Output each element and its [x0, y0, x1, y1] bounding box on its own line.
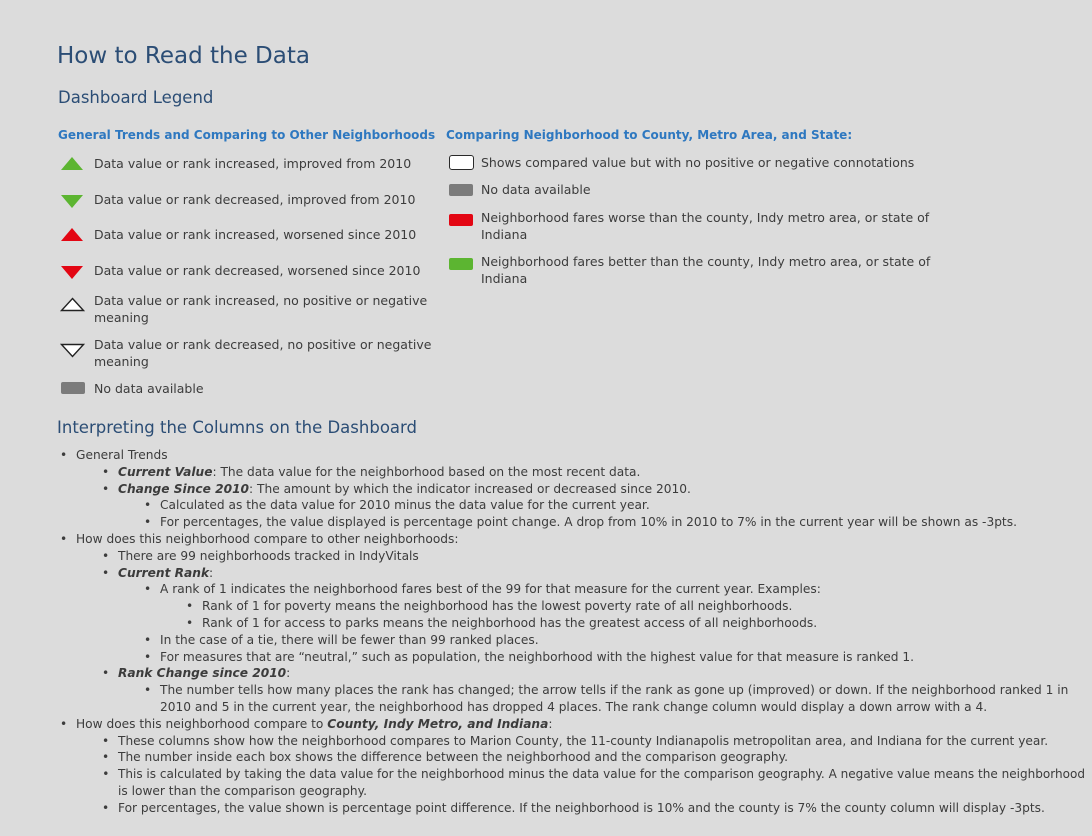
list-item: • Rank Change since 2010:	[102, 666, 291, 680]
list-item: • A rank of 1 indicates the neighborhood fares best of the 99 for that measure for the current year. Examples:	[144, 582, 821, 596]
legend-item-label-cont: meaning	[94, 354, 149, 369]
legend-item-label: No data available	[481, 182, 591, 197]
gray-box-icon	[61, 382, 85, 394]
legend-item-label: No data available	[94, 381, 204, 396]
triangle-up-green-icon	[61, 157, 83, 170]
legend-item-label: Data value or rank increased, no positive or negative	[94, 293, 428, 308]
gray-box-icon	[449, 184, 473, 196]
legend-item-label: Data value or rank increased, worsened since 2010	[94, 227, 417, 242]
list-item: • Calculated as the data value for 2010 minus the data value for the current year.	[144, 498, 650, 512]
left-legend-heading: General Trends and Comparing to Other Neighborhoods	[58, 128, 436, 142]
list-item: • The number inside each box shows the difference between the neighborhood and the comparison geography.	[102, 750, 788, 764]
legend-item-label: Data value or rank decreased, no positive or negative	[94, 337, 432, 352]
list-item: • How does this neighborhood compare to other neighborhoods:	[60, 532, 459, 546]
triangle-up-outline-icon	[60, 297, 85, 312]
list-item: • In the case of a tie, there will be fewer than 99 ranked places.	[144, 633, 539, 647]
page-title: How to Read the Data	[57, 43, 310, 69]
legend-item-label: Shows compared value but with no positive or negative connotations	[481, 155, 915, 170]
list-item: • For percentages, the value displayed is percentage point change. A drop from 10% in 2010 to 7% in the current year will be shown as -3pts.	[144, 515, 1017, 529]
legend-item-label: Data value or rank increased, improved from 2010	[94, 156, 412, 171]
list-item: • Current Rank:	[102, 566, 214, 580]
legend-item-label: Neighborhood fares better than the county, Indy metro area, or state of	[481, 254, 931, 269]
list-item: • Current Value: The data value for the neighborhood based on the most recent data.	[102, 465, 641, 479]
legend-item-label: Data value or rank decreased, improved from 2010	[94, 192, 416, 207]
list-item: • This is calculated by taking the data value for the neighborhood minus the data value for the comparison geography. A negative value means the neighborhood	[102, 767, 1085, 781]
triangle-down-outline-icon	[60, 343, 85, 358]
white-box-icon	[449, 155, 474, 170]
list-item: • For measures that are “neutral,” such as population, the neighborhood with the highest value for that measure is ranked 1.	[144, 650, 914, 664]
list-item: • Rank of 1 for access to parks means the neighborhood has the greatest access of all neighborhoods.	[186, 616, 818, 630]
dashboard-legend-heading: Dashboard Legend	[58, 88, 214, 107]
list-item-cont: is lower than the comparison geography.	[118, 784, 367, 798]
legend-item-label: Neighborhood fares worse than the county, Indy metro area, or state of	[481, 210, 930, 225]
list-item: • For percentages, the value shown is percentage point difference. If the neighborhood is 10% and the county is 7% the county column will display -3pts.	[102, 801, 1045, 815]
list-item: • How does this neighborhood compare to County, Indy Metro, and Indiana:	[60, 717, 553, 731]
triangle-down-red-icon	[61, 266, 83, 279]
list-item: • Change Since 2010: The amount by which the indicator increased or decreased since 2010.	[102, 482, 691, 496]
interpreting-columns-heading: Interpreting the Columns on the Dashboard	[57, 418, 417, 437]
legend-item-label: Data value or rank decreased, worsened since 2010	[94, 263, 421, 278]
right-legend-heading: Comparing Neighborhood to County, Metro Area, and State:	[446, 128, 853, 142]
legend-item-label-cont: meaning	[94, 310, 149, 325]
list-item: • Rank of 1 for poverty means the neighborhood has the lowest poverty rate of all neighborhoods.	[186, 599, 793, 613]
list-item-cont: 2010 and 5 in the current year, the neighborhood has dropped 4 places. The rank change column would display a down arrow with a 4.	[160, 700, 988, 714]
list-item: • There are 99 neighborhoods tracked in IndyVitals	[102, 549, 419, 563]
list-item: • General Trends	[60, 448, 168, 462]
red-box-icon	[449, 214, 473, 226]
triangle-up-red-icon	[61, 228, 83, 241]
list-item: • These columns show how the neighborhood compares to Marion County, the 11-county Indianapolis metropolitan area, and Indiana for the current year.	[102, 734, 1049, 748]
legend-item-label-cont: Indiana	[481, 227, 528, 242]
legend-item-label-cont: Indiana	[481, 271, 528, 286]
list-item: • The number tells how many places the rank has changed; the arrow tells if the rank as gone up (improved) or down. If the neighborhood ranked 1 in	[144, 683, 1069, 697]
triangle-down-green-icon	[61, 195, 83, 208]
green-box-icon	[449, 258, 473, 270]
